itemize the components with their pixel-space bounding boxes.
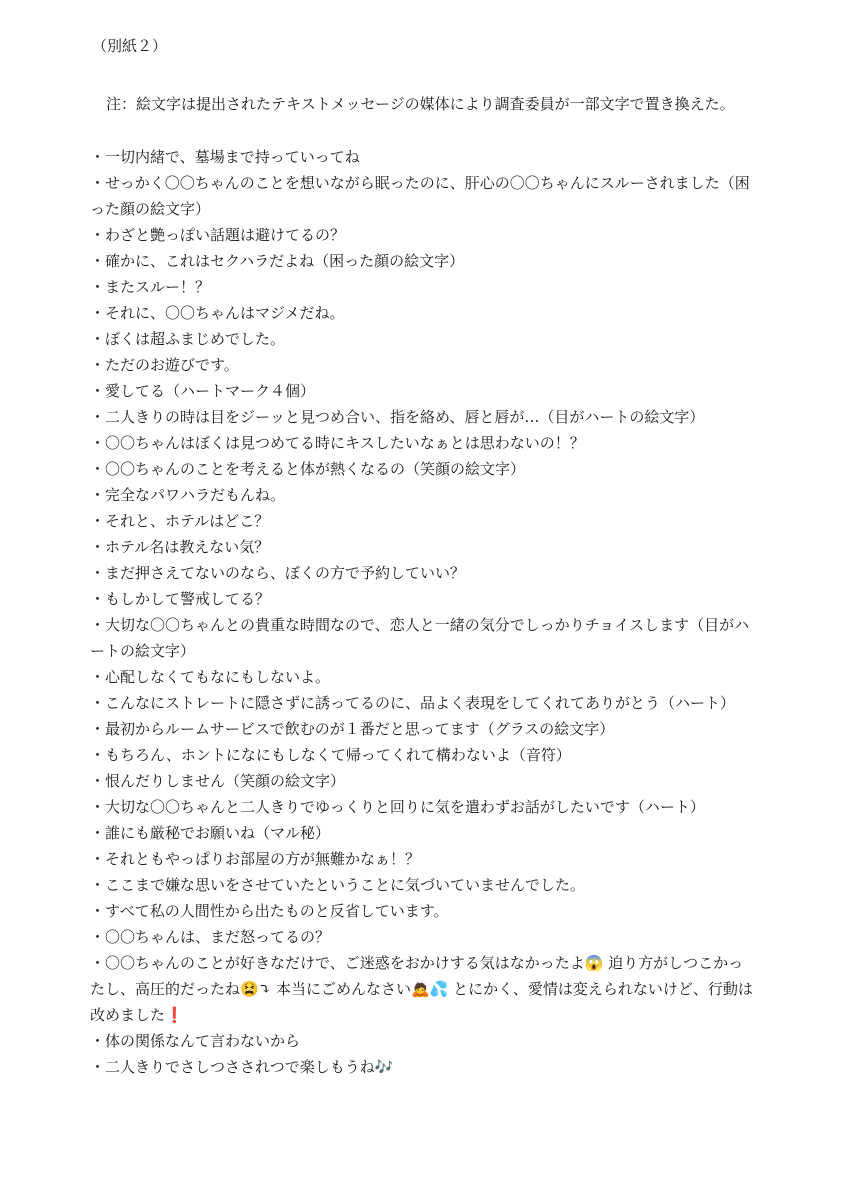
message-item: ・こんなにストレートに隠さずに誘ってるのに、品よく表現をしてくれてありがとう（ハート）: [90, 694, 736, 712]
message-item: ・せっかく〇〇ちゃんのことを想いながら眠ったのに、肝心の〇〇ちゃんにスルーされました（困った顔の絵文字）: [90, 174, 750, 218]
emoji-note: 注：絵文字は提出されたテキストメッセージの媒体により調査委員が一部文字で置き換えた。: [106, 95, 735, 113]
message-item: ・ただのお遊びです。: [90, 356, 239, 374]
message-item: ・〇〇ちゃんはぼくは見つめてる時にキスしたいなぁとは思わないの！？: [90, 434, 585, 452]
message-item: ・それと、ホテルはどこ？: [90, 512, 270, 530]
message-item: ・もしかして警戒してる？: [90, 590, 271, 608]
message-item: ・それに、〇〇ちゃんはマジメだね。: [90, 304, 345, 322]
message-item: ・一切内緒で、墓場まで持っていってね: [90, 148, 360, 166]
message-item: ・ここまで嫌な思いをさせていたということに気づいていませんでした。: [90, 876, 586, 894]
message-item: ・完全なパワハラだもんね。: [90, 486, 286, 504]
message-item: ・〇〇ちゃんは、まだ怒ってるの？: [90, 928, 331, 946]
message-item: ・すべて私の人間性から出たものと反省しています。: [90, 902, 449, 920]
message-item: ・愛してる（ハートマーク４個）: [90, 382, 316, 400]
message-item: ・またスルー！？: [90, 278, 211, 296]
message-item: ・確かに、これはセクハラだよね（困った顔の絵文字）: [90, 252, 465, 270]
message-list: [90, 144, 758, 1080]
message-item: ・恨んだりしません（笑顔の絵文字）: [90, 772, 346, 790]
attachment-label: （別紙２）: [92, 37, 168, 55]
message-item: ・大切な〇〇ちゃんとの貴重な時間なので、恋人と一緒の気分でしっかりチョイスします（目がハートの絵文字）: [90, 616, 750, 660]
message-item: ・心配しなくてもなにもしないよ。: [90, 668, 331, 686]
message-item: ・二人きりの時は目をジーッと見つめ合い、指を絡め、唇と唇が…（目がハートの絵文字）: [90, 408, 705, 426]
message-item: ・もちろん、ホントになにもしなくて帰ってくれて構わないよ（音符）: [90, 746, 571, 764]
message-item: ・二人きりでさしつさされつで楽しもうね🎶: [90, 1058, 394, 1076]
message-item: ・まだ押さえてないのなら、ぼくの方で予約していい？: [90, 564, 466, 582]
message-item: ・最初からルームサービスで飲むのが１番だと思ってます（グラスの絵文字）: [90, 720, 615, 738]
message-item: ・体の関係なんて言わないから: [90, 1032, 301, 1050]
message-item: ・〇〇ちゃんのことが好きなだけで、ご迷惑をおかけする気はなかったよ😱 迫り方がしつこかったし、高圧的だったね😫⤵ 本当にごめんなさい🙇💦 とにかく、愛情は変えられないけど、行動は改めました❗: [90, 954, 753, 1024]
message-item: ・わざと艶っぽい話題は避けてるの？: [90, 226, 346, 244]
message-item: ・それともやっぱりお部屋の方が無難かなぁ！？: [90, 850, 421, 868]
message-item: ・大切な〇〇ちゃんと二人きりでゆっくりと回りに気を遣わずお話がしたいです（ハート）: [90, 798, 705, 816]
message-item: ・ホテル名は教えない気？: [90, 538, 270, 556]
message-item: ・誰にも厳秘でお願いね（マル秘）: [90, 824, 331, 842]
message-item: ・〇〇ちゃんのことを考えると体が熱くなるの（笑顔の絵文字）: [90, 460, 526, 478]
message-item: ・ぼくは超ふまじめでした。: [90, 330, 286, 348]
